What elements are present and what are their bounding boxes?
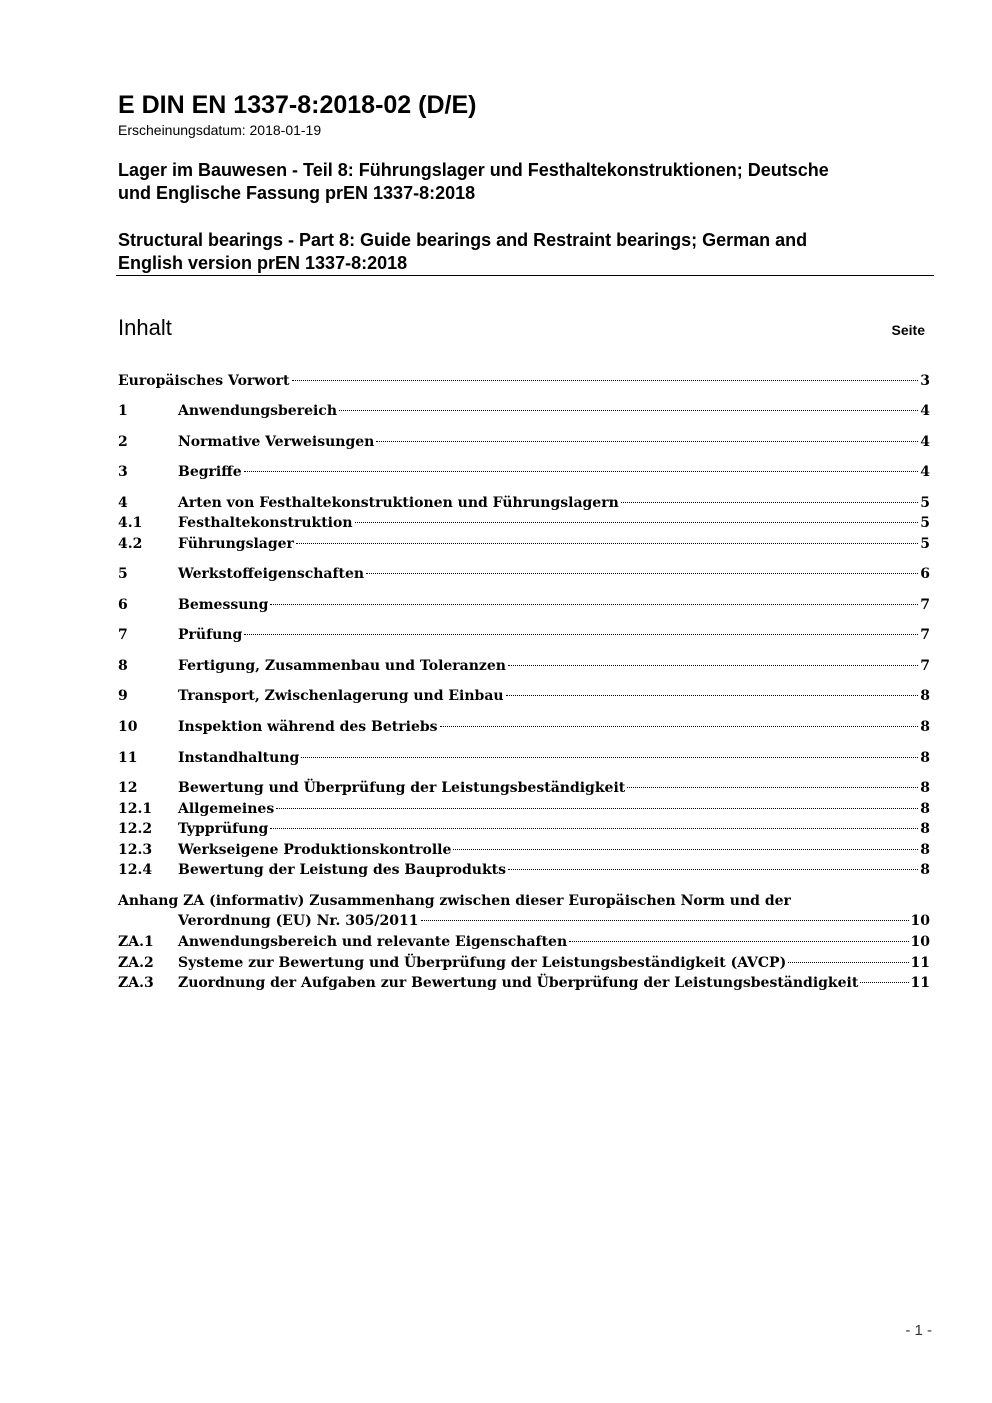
title-english-line-1: Structural bearings - Part 8: Guide bearings and Restraint bearings; German and bbox=[118, 230, 808, 250]
toc-entry-title: Typprüfung bbox=[178, 821, 269, 837]
toc-entry-page: 11 bbox=[910, 975, 930, 991]
toc-entry-annex-heading[interactable] bbox=[118, 891, 930, 911]
toc-entry-title: Normative Verweisungen bbox=[178, 434, 375, 450]
toc-entry-number: 2 bbox=[118, 434, 128, 450]
toc-entry-number: ZA.3 bbox=[118, 975, 154, 991]
toc-entry[interactable] bbox=[118, 513, 930, 533]
toc-leader-dots bbox=[292, 380, 919, 381]
toc-entry-number: 12.1 bbox=[118, 801, 153, 817]
toc-entry[interactable] bbox=[118, 932, 930, 952]
toc-leader-dots bbox=[296, 543, 918, 544]
toc-entry[interactable] bbox=[118, 625, 930, 645]
header-divider bbox=[116, 275, 934, 276]
toc-entry-title: Allgemeines bbox=[178, 801, 275, 817]
toc-entry[interactable] bbox=[118, 462, 930, 482]
toc-entry-number: 12.2 bbox=[118, 821, 153, 837]
title-german-line-1: Lager im Bauwesen - Teil 8: Führungslager und Festhaltekonstruktionen; Deutsche bbox=[118, 160, 829, 180]
toc-entry-page: 8 bbox=[920, 862, 930, 878]
toc-leader-dots bbox=[339, 410, 918, 411]
toc-leader-dots bbox=[355, 522, 919, 523]
toc-entry-page: 7 bbox=[920, 658, 930, 674]
toc-entry[interactable] bbox=[118, 686, 930, 706]
toc-entry-title: Instandhaltung bbox=[178, 750, 300, 766]
toc-entry-page: 7 bbox=[920, 627, 930, 643]
toc-entry[interactable] bbox=[118, 860, 930, 880]
toc-entry[interactable] bbox=[118, 595, 930, 615]
toc-entry-title: Bewertung und Überprüfung der Leistungsbeständigkeit bbox=[178, 780, 626, 796]
publication-date: Erscheinungsdatum: 2018-01-19 bbox=[118, 122, 322, 138]
toc-entry-title: Werkstoffeigenschaften bbox=[178, 566, 365, 582]
toc-entry-number: ZA.1 bbox=[118, 934, 154, 950]
toc-entry-title: Arten von Festhaltekonstruktionen und Führungslagern bbox=[178, 495, 619, 511]
toc-page-column-label: Seite bbox=[891, 322, 925, 338]
toc-entry[interactable] bbox=[118, 371, 930, 391]
toc-entry-number: 4.1 bbox=[118, 515, 143, 531]
toc-leader-dots bbox=[453, 849, 918, 850]
toc-heading: Inhalt bbox=[118, 315, 172, 340]
toc-entry[interactable] bbox=[118, 656, 930, 676]
toc-entry-page: 8 bbox=[920, 750, 930, 766]
toc-leader-dots bbox=[508, 869, 918, 870]
toc-leader-dots bbox=[270, 828, 918, 829]
toc-entry[interactable] bbox=[118, 819, 930, 839]
toc-entry-number: 5 bbox=[118, 566, 128, 582]
toc-entry-page: 7 bbox=[920, 597, 930, 613]
toc-entry-title: Europäisches Vorwort bbox=[118, 373, 290, 389]
toc-entry-page: 10 bbox=[910, 934, 930, 950]
toc-entry-title: Prüfung bbox=[178, 627, 243, 643]
toc-entry-title: Inspektion während des Betriebs bbox=[178, 719, 438, 735]
toc-entry-number: 8 bbox=[118, 658, 128, 674]
toc-entry-number: 4 bbox=[118, 495, 128, 511]
toc-entry-page: 5 bbox=[920, 495, 930, 511]
toc-entry-title: Zuordnung der Aufgaben zur Bewertung und Überprüfung der Leistungsbeständigkeit bbox=[178, 975, 859, 991]
toc-entry[interactable] bbox=[118, 911, 930, 931]
toc-leader-dots bbox=[860, 982, 908, 983]
toc-entry-page: 4 bbox=[920, 403, 930, 419]
toc-entry-page: 8 bbox=[920, 821, 930, 837]
toc-entry[interactable] bbox=[118, 717, 930, 737]
document-id: E DIN EN 1337-8:2018-02 (D/E) bbox=[118, 91, 477, 119]
toc-entry-title: Festhaltekonstruktion bbox=[178, 515, 353, 531]
toc-entry-page: 11 bbox=[910, 955, 930, 971]
toc-entry-number: 3 bbox=[118, 464, 128, 480]
toc-entry-page: 8 bbox=[920, 719, 930, 735]
toc-entry[interactable] bbox=[118, 840, 930, 860]
toc-leader-dots bbox=[244, 634, 918, 635]
toc-entry-title: Verordnung (EU) Nr. 305/2011 bbox=[178, 913, 419, 929]
title-english-line-2: English version prEN 1337-8:2018 bbox=[118, 253, 408, 273]
toc-entry-page: 10 bbox=[910, 913, 930, 929]
toc-entry-number: 4.2 bbox=[118, 536, 143, 552]
toc-entry-number: 9 bbox=[118, 688, 128, 704]
toc-entry-number: 1 bbox=[118, 403, 128, 419]
toc-entry[interactable] bbox=[118, 799, 930, 819]
toc-entry[interactable] bbox=[118, 534, 930, 554]
toc-entry-number: 12.3 bbox=[118, 842, 153, 858]
toc-entry-number: 6 bbox=[118, 597, 128, 613]
toc-entry[interactable] bbox=[118, 432, 930, 452]
toc-entry[interactable] bbox=[118, 748, 930, 768]
toc-leader-dots bbox=[244, 471, 919, 472]
toc-leader-dots bbox=[421, 920, 909, 921]
toc-entry-page: 3 bbox=[920, 373, 930, 389]
title-english bbox=[118, 229, 938, 275]
toc-leader-dots bbox=[366, 573, 918, 574]
title-german bbox=[118, 159, 938, 205]
toc-entry-title: Anwendungsbereich und relevante Eigenschaften bbox=[178, 934, 568, 950]
toc-entry-title: Bewertung der Leistung des Bauprodukts bbox=[178, 862, 507, 878]
toc-leader-dots bbox=[569, 941, 908, 942]
toc-entry[interactable] bbox=[118, 778, 930, 798]
toc-leader-dots bbox=[627, 787, 918, 788]
toc-leader-dots bbox=[276, 808, 918, 809]
toc-entry[interactable] bbox=[118, 564, 930, 584]
toc-entry-page: 5 bbox=[920, 515, 930, 531]
toc-entry-number: 10 bbox=[118, 719, 138, 735]
toc-entry[interactable] bbox=[118, 953, 930, 973]
toc-entry-title: Transport, Zwischenlagerung und Einbau bbox=[178, 688, 504, 704]
toc-entry-page: 5 bbox=[920, 536, 930, 552]
toc-leader-dots bbox=[270, 604, 918, 605]
toc-leader-dots bbox=[440, 726, 919, 727]
toc-entry-number: 12.4 bbox=[118, 862, 153, 878]
toc-entry-page: 8 bbox=[920, 842, 930, 858]
title-german-line-2: und Englische Fassung prEN 1337-8:2018 bbox=[118, 183, 476, 203]
toc-leader-dots bbox=[788, 962, 908, 963]
toc-entry-number: ZA.2 bbox=[118, 955, 154, 971]
toc-entry-page: 6 bbox=[920, 566, 930, 582]
toc-entry-title: Führungslager bbox=[178, 536, 294, 552]
toc-entry-title: Bemessung bbox=[178, 597, 269, 613]
toc-entry-number: 12 bbox=[118, 780, 138, 796]
toc-entry-page: 8 bbox=[920, 688, 930, 704]
toc-leader-dots bbox=[506, 695, 919, 696]
toc-entry-title: Begriffe bbox=[178, 464, 242, 480]
toc-entry-title: Anwendungsbereich bbox=[178, 403, 337, 419]
toc-entry-title: Anhang ZA (informativ) Zusammenhang zwischen dieser Europäischen Norm und der bbox=[118, 893, 791, 909]
toc-leader-dots bbox=[301, 757, 918, 758]
toc-entry-number: 11 bbox=[118, 750, 138, 766]
toc-leader-dots bbox=[621, 502, 918, 503]
toc-entry-number: 7 bbox=[118, 627, 128, 643]
toc-entry-page: 8 bbox=[920, 780, 930, 796]
toc-leader-dots bbox=[508, 665, 918, 666]
toc-entry-title: Fertigung, Zusammenbau und Toleranzen bbox=[178, 658, 506, 674]
toc-leader-dots bbox=[376, 441, 918, 442]
toc-entry[interactable] bbox=[118, 973, 930, 993]
toc-entry-page: 8 bbox=[920, 801, 930, 817]
toc-entry-page: 4 bbox=[920, 464, 930, 480]
toc-entry[interactable] bbox=[118, 493, 930, 513]
page-number: - 1 - bbox=[905, 1322, 932, 1339]
toc-entry-title: Systeme zur Bewertung und Überprüfung der Leistungsbeständigkeit (AVCP) bbox=[178, 955, 787, 971]
toc-entry-title: Werkseigene Produktionskontrolle bbox=[178, 842, 452, 858]
toc-entry-page: 4 bbox=[920, 434, 930, 450]
toc-entry[interactable] bbox=[118, 401, 930, 421]
